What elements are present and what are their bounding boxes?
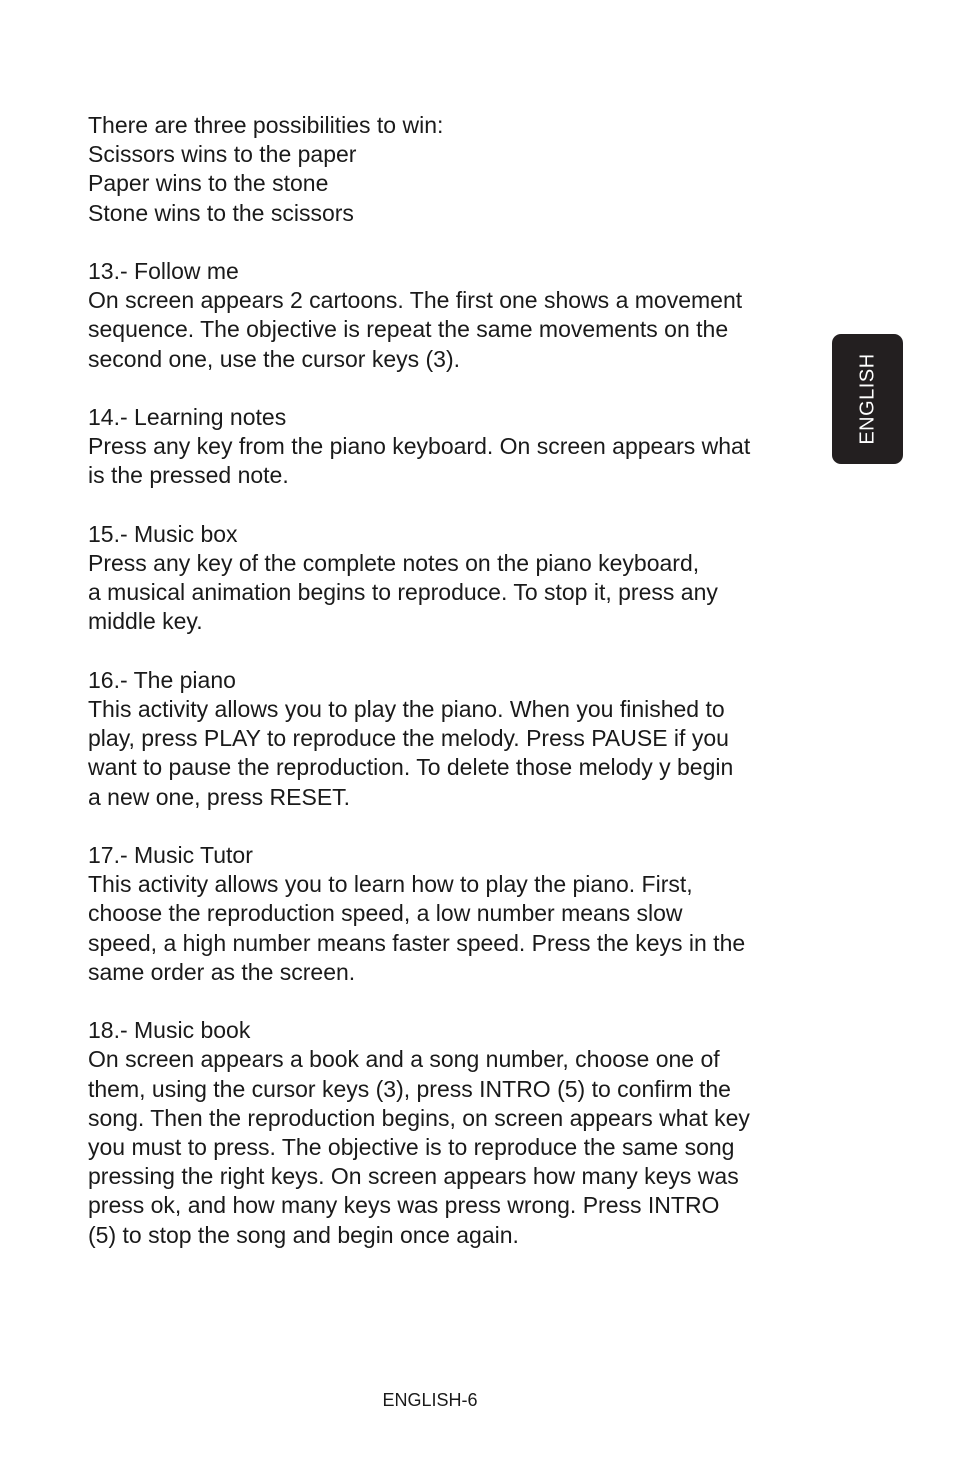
section-heading: 16.- The piano <box>88 666 236 693</box>
section-heading: 17.- Music Tutor <box>88 842 253 868</box>
paragraph-spacer <box>88 987 803 1016</box>
text-line: song. Then the reproduction begins, on screen appears what key <box>88 1104 750 1131</box>
text-line: (5) to stop the song and begin once again. <box>88 1221 519 1248</box>
section-follow-me <box>88 257 803 374</box>
paragraph-spacer <box>88 374 803 403</box>
text-line: This activity allows you to learn how to play the piano. First, <box>88 871 693 898</box>
section-music-box <box>88 520 803 637</box>
manual-body <box>88 111 803 1250</box>
section-music-book <box>88 1016 803 1250</box>
section-heading: 15.- Music box <box>88 520 238 547</box>
text-line: pressing the right keys. On screen appears how many keys was <box>88 1163 739 1190</box>
text-line: a musical animation begins to reproduce. To stop it, press any <box>88 579 718 606</box>
language-tab <box>832 334 903 464</box>
text-line: middle key. <box>88 608 203 635</box>
paragraph-win-rules <box>88 111 803 228</box>
section-heading: 18.- Music book <box>88 1017 251 1044</box>
text-line: you must to press. The objective is to reproduce the same song <box>88 1134 735 1161</box>
text-line: them, using the cursor keys (3), press INTRO (5) to confirm the <box>88 1075 731 1102</box>
text-line: There are three possibilities to win: <box>88 112 444 138</box>
text-line: play, press PLAY to reproduce the melody. Press PAUSE if you <box>88 725 729 752</box>
text-line: a new one, press RESET. <box>88 783 351 810</box>
text-line: want to pause the reproduction. To delete those melody y begin <box>88 754 734 781</box>
paragraph-spacer <box>88 812 803 841</box>
text-line: Press any key from the piano keyboard. On screen appears what <box>88 433 751 460</box>
text-line: is the pressed note. <box>88 462 289 489</box>
text-line: Press any key of the complete notes on the piano keyboard, <box>88 550 700 576</box>
text-line: sequence. The objective is repeat the same movements on the <box>88 316 729 343</box>
paragraph-spacer <box>88 637 803 666</box>
section-learning-notes <box>88 403 803 491</box>
page-number: ENGLISH-6 <box>382 1390 478 1410</box>
paragraph-spacer <box>88 228 803 257</box>
text-line: second one, use the cursor keys (3). <box>88 345 461 372</box>
section-the-piano <box>88 666 803 812</box>
text-line: On screen appears a book and a song number, choose one of <box>88 1046 720 1073</box>
text-line: On screen appears 2 cartoons. The first one shows a movement <box>88 287 743 314</box>
text-line: choose the reproduction speed, a low number means slow <box>88 900 683 927</box>
text-line: Stone wins to the scissors <box>88 199 354 226</box>
text-line: speed, a high number means faster speed. Press the keys in the <box>88 929 746 956</box>
paragraph-spacer <box>88 491 803 520</box>
text-line: Paper wins to the stone <box>88 170 329 197</box>
language-tab-label: ENGLISH <box>856 353 878 445</box>
text-line: press ok, and how many keys was press wrong. Press INTRO <box>88 1192 720 1219</box>
text-line: same order as the screen. <box>88 958 356 985</box>
section-heading: 13.- Follow me <box>88 258 239 284</box>
section-music-tutor <box>88 841 803 987</box>
section-heading: 14.- Learning notes <box>88 404 287 430</box>
text-line: This activity allows you to play the piano. When you finished to <box>88 696 725 722</box>
text-line: Scissors wins to the paper <box>88 141 357 168</box>
